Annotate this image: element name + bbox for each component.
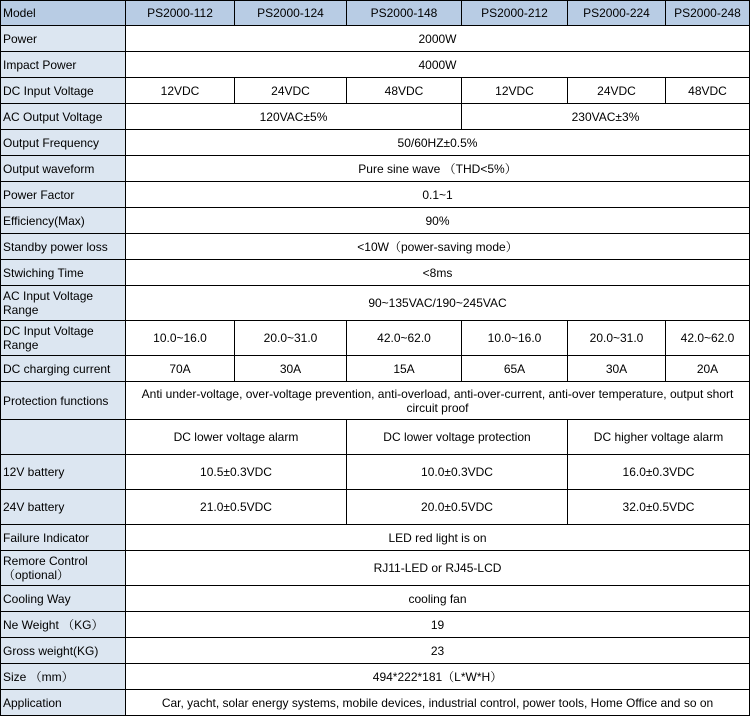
model-cell: PS2000-148 bbox=[347, 1, 462, 26]
row-value: 230VAC±3% bbox=[462, 104, 750, 130]
table-row bbox=[1, 286, 750, 321]
table-row bbox=[1, 420, 750, 455]
table-row bbox=[1, 551, 750, 586]
row-value: 42.0~62.0 bbox=[347, 321, 462, 356]
row-label: Application bbox=[1, 690, 126, 716]
row-value: 20.0±0.5VDC bbox=[347, 490, 568, 525]
row-value: 21.0±0.5VDC bbox=[126, 490, 347, 525]
row-value: 65A bbox=[462, 356, 568, 382]
row-value: 24VDC bbox=[568, 78, 666, 104]
row-value: 90~135VAC/190~245VAC bbox=[126, 286, 750, 321]
row-value: 32.0±0.5VDC bbox=[568, 490, 750, 525]
model-header: Model bbox=[1, 1, 126, 26]
row-value: 10.0±0.3VDC bbox=[347, 455, 568, 490]
row-label: Efficiency(Max) bbox=[1, 208, 126, 234]
row-label: Power bbox=[1, 26, 126, 52]
table-row bbox=[1, 78, 750, 104]
table-row bbox=[1, 234, 750, 260]
row-value: LED red light is on bbox=[126, 525, 750, 551]
table-row bbox=[1, 130, 750, 156]
row-label: Output waveform bbox=[1, 156, 126, 182]
table-row bbox=[1, 525, 750, 551]
row-value: 4000W bbox=[126, 52, 750, 78]
row-value: RJ11-LED or RJ45-LCD bbox=[126, 551, 750, 586]
row-label: Remore Control （optional） bbox=[1, 551, 126, 586]
row-value: 30A bbox=[235, 356, 347, 382]
row-label: Standby power loss bbox=[1, 234, 126, 260]
row-label bbox=[1, 420, 126, 455]
table-row bbox=[1, 382, 750, 420]
row-label: Gross weight(KG) bbox=[1, 638, 126, 664]
row-value: 20A bbox=[666, 356, 750, 382]
row-label: Ne Weight （KG） bbox=[1, 612, 126, 638]
row-label: Size （mm） bbox=[1, 664, 126, 690]
table-row bbox=[1, 156, 750, 182]
row-label: Protection functions bbox=[1, 382, 126, 420]
row-value: cooling fan bbox=[126, 586, 750, 612]
row-value: 494*222*181（L*W*H） bbox=[126, 664, 750, 690]
row-value: 20.0~31.0 bbox=[568, 321, 666, 356]
model-cell: PS2000-212 bbox=[462, 1, 568, 26]
row-value: 10.5±0.3VDC bbox=[126, 455, 347, 490]
row-label: AC Output Voltage bbox=[1, 104, 126, 130]
row-value: 48VDC bbox=[666, 78, 750, 104]
row-label: Output Frequency bbox=[1, 130, 126, 156]
row-label: DC Input Voltage bbox=[1, 78, 126, 104]
row-value: 30A bbox=[568, 356, 666, 382]
row-label: Impact Power bbox=[1, 52, 126, 78]
row-value: 70A bbox=[126, 356, 235, 382]
alarm-column-header: DC higher voltage alarm bbox=[568, 420, 750, 455]
model-cell: PS2000-124 bbox=[235, 1, 347, 26]
table-row bbox=[1, 638, 750, 664]
row-value: 10.0~16.0 bbox=[462, 321, 568, 356]
row-label: 12V battery bbox=[1, 455, 126, 490]
table-row bbox=[1, 586, 750, 612]
row-value: 2000W bbox=[126, 26, 750, 52]
row-value: 23 bbox=[126, 638, 750, 664]
row-value: 12VDC bbox=[462, 78, 568, 104]
model-cell: PS2000-248 bbox=[666, 1, 750, 26]
table-row bbox=[1, 664, 750, 690]
header-row bbox=[1, 1, 750, 26]
row-value: 50/60HZ±0.5% bbox=[126, 130, 750, 156]
row-value: 16.0±0.3VDC bbox=[568, 455, 750, 490]
table-row bbox=[1, 260, 750, 286]
row-value: Car, yacht, solar energy systems, mobile devices, industrial control, power tools, Home Office and so on bbox=[126, 690, 750, 716]
row-value: 120VAC±5% bbox=[126, 104, 462, 130]
table-row bbox=[1, 208, 750, 234]
row-value: 10.0~16.0 bbox=[126, 321, 235, 356]
alarm-column-header: DC lower voltage alarm bbox=[126, 420, 347, 455]
table-row bbox=[1, 690, 750, 716]
row-value: 48VDC bbox=[347, 78, 462, 104]
row-value: <10W（power-saving mode） bbox=[126, 234, 750, 260]
row-label: AC Input Voltage Range bbox=[1, 286, 126, 321]
table-row bbox=[1, 26, 750, 52]
model-cell: PS2000-112 bbox=[126, 1, 235, 26]
row-label: DC charging current bbox=[1, 356, 126, 382]
table-row bbox=[1, 321, 750, 356]
table-row bbox=[1, 455, 750, 490]
row-label: Power Factor bbox=[1, 182, 126, 208]
table-row bbox=[1, 104, 750, 130]
table-row bbox=[1, 356, 750, 382]
row-value: Anti under-voltage, over-voltage prevention, anti-overload, anti-over-current, anti-over temperature, output short circuit proof bbox=[126, 382, 750, 420]
row-value: 20.0~31.0 bbox=[235, 321, 347, 356]
model-cell: PS2000-224 bbox=[568, 1, 666, 26]
table-row bbox=[1, 612, 750, 638]
row-value: 42.0~62.0 bbox=[666, 321, 750, 356]
row-value: <8ms bbox=[126, 260, 750, 286]
table-row bbox=[1, 490, 750, 525]
row-value: Pure sine wave （THD<5%） bbox=[126, 156, 750, 182]
table-row bbox=[1, 52, 750, 78]
row-value: 0.1~1 bbox=[126, 182, 750, 208]
row-value: 19 bbox=[126, 612, 750, 638]
alarm-column-header: DC lower voltage protection bbox=[347, 420, 568, 455]
row-value: 15A bbox=[347, 356, 462, 382]
row-label: Failure Indicator bbox=[1, 525, 126, 551]
row-label: DC Input Voltage Range bbox=[1, 321, 126, 356]
row-label: Cooling Way bbox=[1, 586, 126, 612]
row-value: 12VDC bbox=[126, 78, 235, 104]
row-value: 90% bbox=[126, 208, 750, 234]
row-value: 24VDC bbox=[235, 78, 347, 104]
table-row bbox=[1, 182, 750, 208]
row-label: Stwiching Time bbox=[1, 260, 126, 286]
row-label: 24V battery bbox=[1, 490, 126, 525]
